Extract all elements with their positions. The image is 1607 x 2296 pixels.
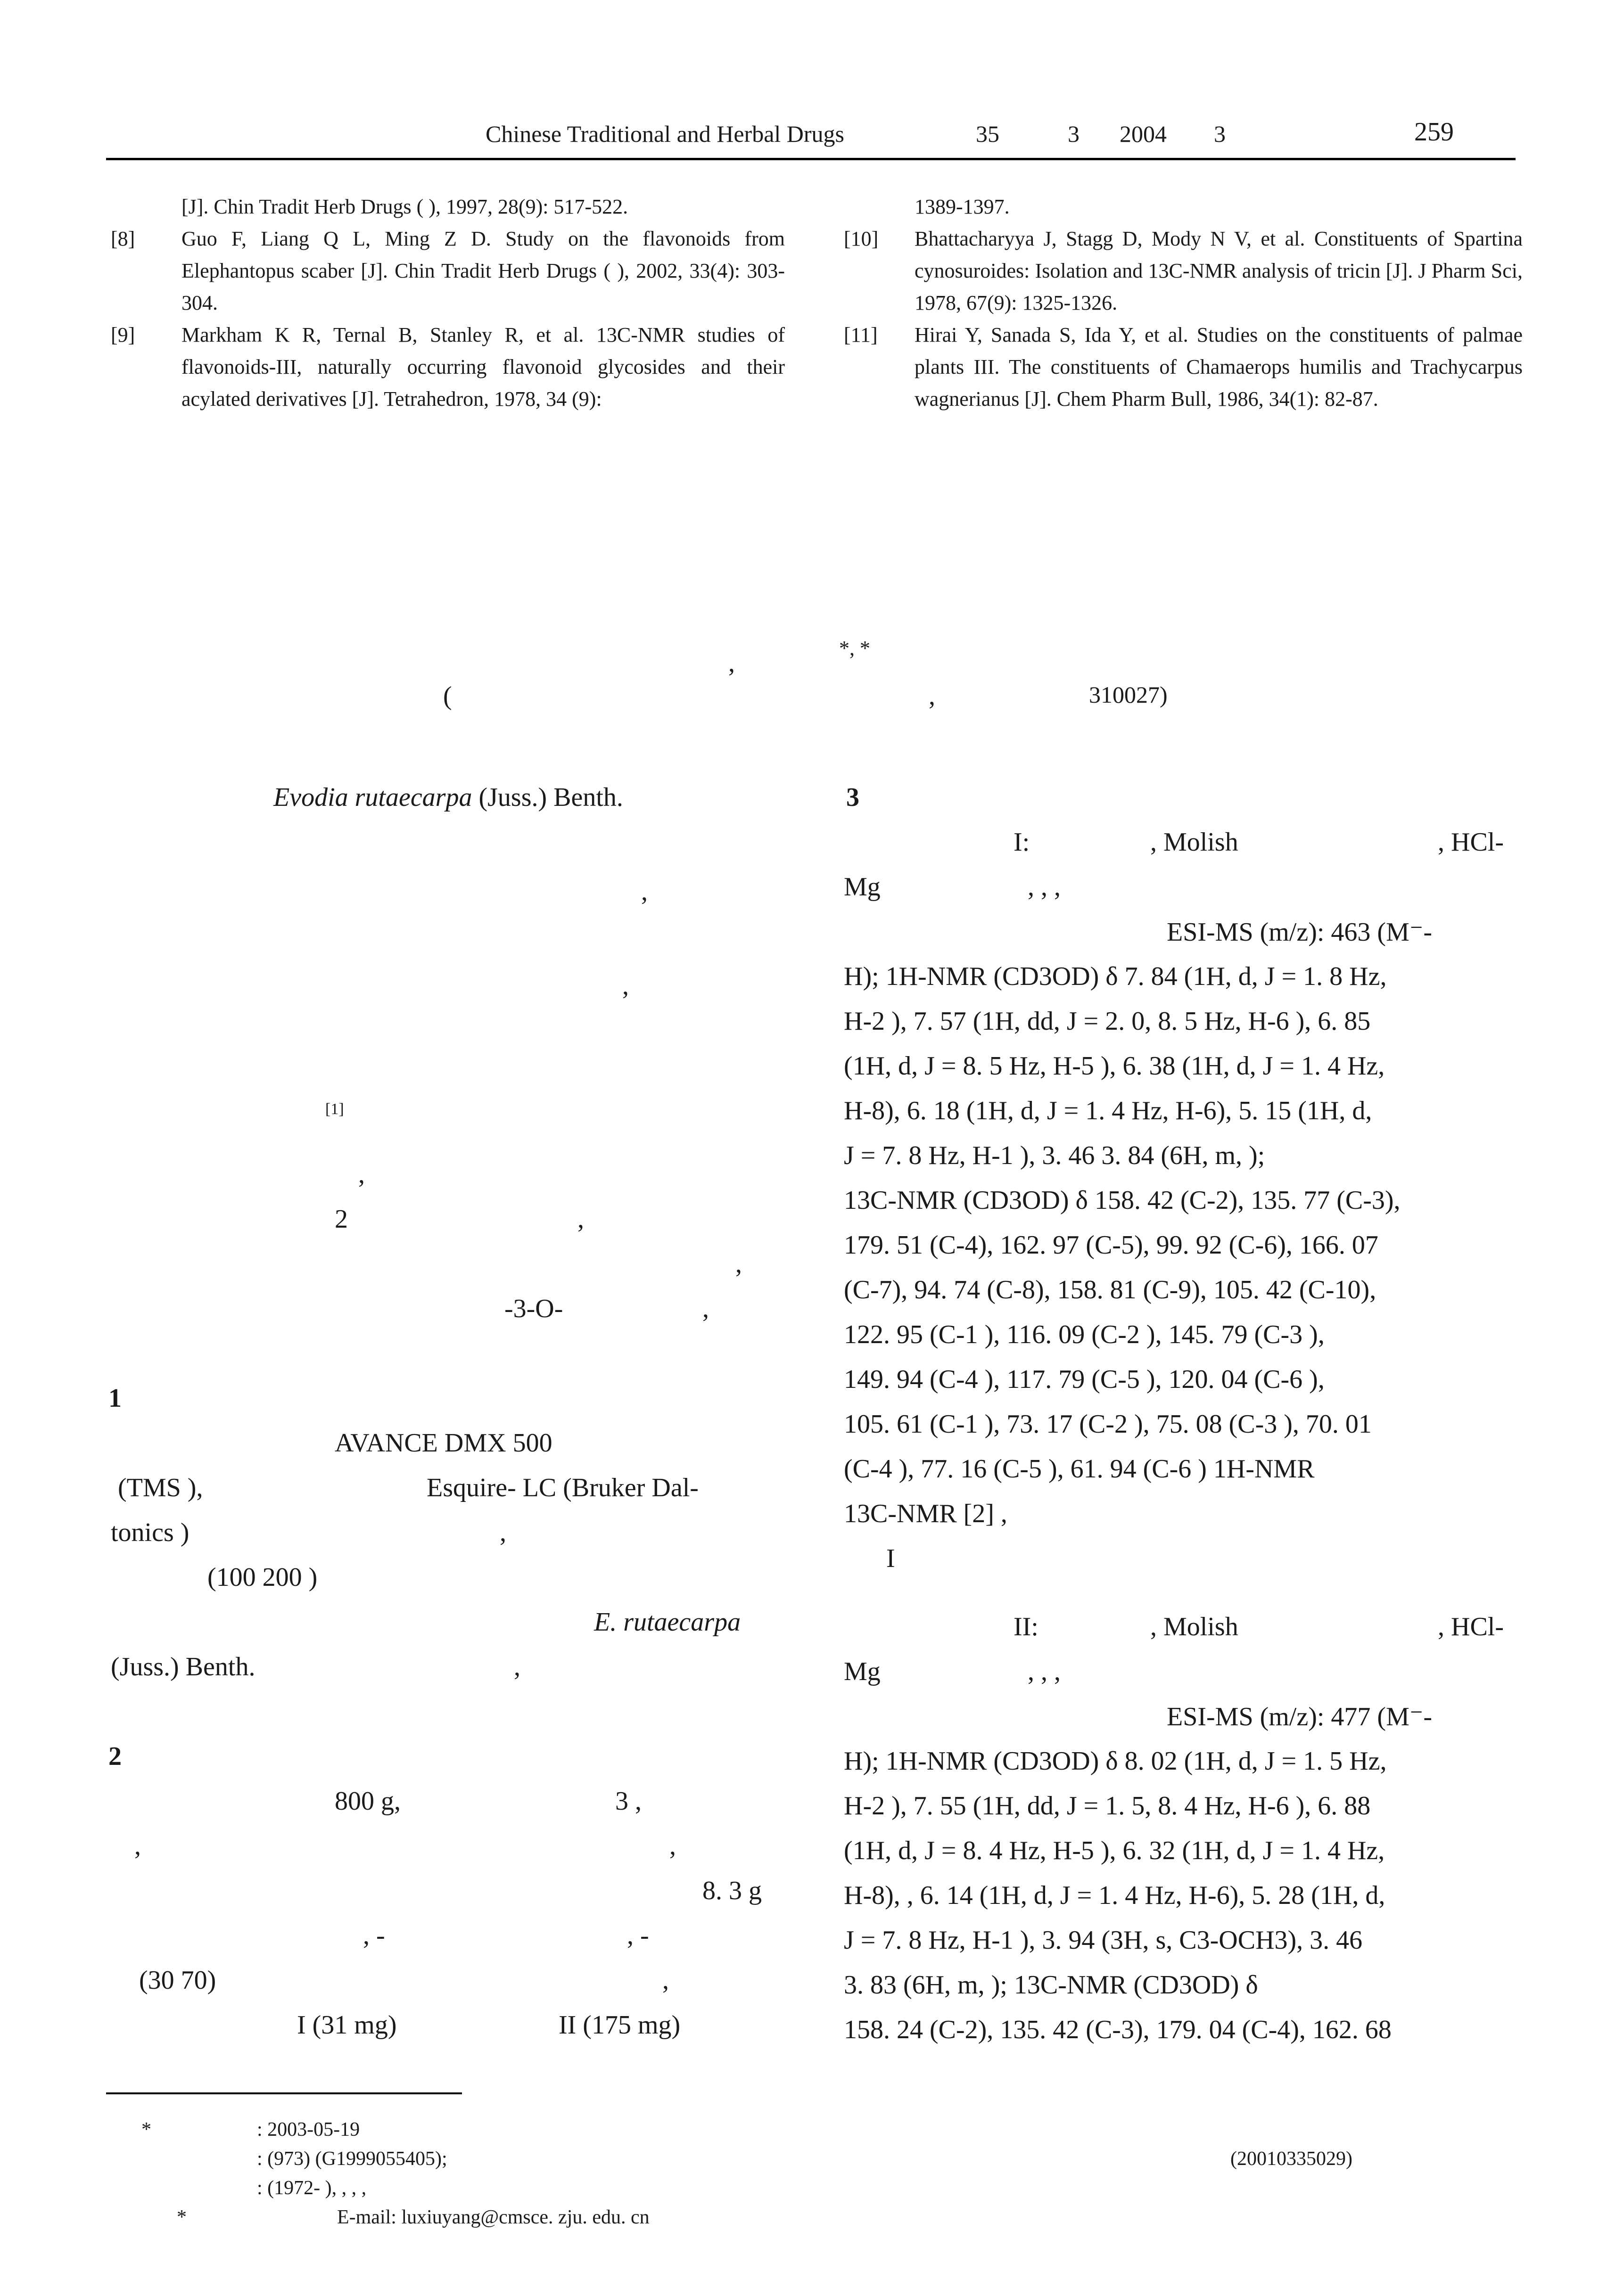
- nmr-line: 158. 24 (C-2), 135. 42 (C-3), 179. 04 (C-4), 162. 68: [844, 2015, 1392, 2044]
- reference-item: [111, 319, 785, 415]
- footnote-mark: *: [177, 2206, 187, 2228]
- nmr-line: 105. 61 (C-1 ), 73. 17 (C-2 ), 75. 08 (C-3 ), 70. 01: [844, 1410, 1372, 1439]
- punct: , -: [627, 1921, 649, 1950]
- punct: ,: [702, 1294, 709, 1323]
- hcl-text: , HCl-: [1438, 828, 1504, 857]
- number-text: 2: [335, 1205, 348, 1234]
- nmr-line: 3. 83 (6H, m, ); 13C-NMR (CD3OD) δ: [844, 1970, 1258, 2000]
- reference-item: [111, 223, 785, 319]
- mass-text: 8. 3 g: [702, 1876, 762, 1905]
- references-left: [111, 191, 785, 415]
- footnote-email: E-mail: luxiuyang@cmsce. zju. edu. cn: [337, 2206, 650, 2228]
- month: 3: [1214, 121, 1226, 147]
- section-1-heading: 1: [108, 1384, 122, 1413]
- punct: ,: [577, 1205, 584, 1234]
- molish-text: , Molish: [1150, 1612, 1238, 1641]
- nmr-line: (C-7), 94. 74 (C-8), 158. 81 (C-9), 105. 42 (C-10),: [844, 1275, 1376, 1304]
- nmr-line: (1H, d, J = 8. 5 Hz, H-5 ), 6. 38 (1H, d, J = 1. 4 Hz,: [844, 1051, 1385, 1081]
- nmr-line: 149. 94 (C-4 ), 117. 79 (C-5 ), 120. 04 (C-6 ),: [844, 1365, 1325, 1394]
- nmr-line: 13C-NMR [2] ,: [844, 1499, 1007, 1528]
- section-3-heading: 3: [846, 783, 859, 812]
- nmr-line: H-8), 6. 18 (1H, d, J = 1. 4 Hz, H-6), 5. 15 (1H, d,: [844, 1096, 1372, 1125]
- nmr-line: H); 1H-NMR (CD3OD) δ 7. 84 (1H, d, J = 1. 8 Hz,: [844, 962, 1387, 991]
- reference-number: [11]: [844, 323, 878, 346]
- page-number: 259: [1414, 117, 1454, 147]
- esims-text: ESI-MS (m/z): 477 (M⁻-: [1167, 1702, 1433, 1731]
- compound-2-label: II:: [1014, 1612, 1038, 1641]
- times-text: 3 ,: [615, 1787, 642, 1816]
- mg-text: Mg: [844, 872, 881, 902]
- nmr-line: 122. 95 (C-1 ), 116. 09 (C-2 ), 145. 79 (C-3 ),: [844, 1320, 1325, 1349]
- glycoside-text: -3-O-: [504, 1294, 563, 1323]
- issue: 3: [1068, 121, 1080, 147]
- references-right: [844, 191, 1523, 415]
- species-auth: (Juss.) Benth.: [111, 1652, 255, 1681]
- punct: ,: [500, 1518, 506, 1547]
- punct: ,: [358, 1160, 365, 1189]
- footnote-funding: : (973) (G1999055405);: [257, 2148, 447, 2170]
- reference-text: 1389-1397.: [915, 195, 1010, 218]
- nmr-line: H-2 ), 7. 57 (1H, dd, J = 2. 0, 8. 5 Hz, H-6 ), 6. 85: [844, 1007, 1371, 1036]
- nmr-line: H-2 ), 7. 55 (1H, dd, J = 1. 5, 8. 4 Hz, H-6 ), 6. 88: [844, 1791, 1371, 1820]
- punct: ,: [735, 1249, 742, 1279]
- reference-item: [844, 319, 1523, 415]
- nmr-line: (C-4 ), 77. 16 (C-5 ), 61. 94 (C-6 ) 1H-NMR: [844, 1454, 1315, 1484]
- affiliation-paren: (: [443, 681, 452, 711]
- citation-mark: [1]: [325, 1100, 344, 1118]
- punct: , , ,: [1028, 1657, 1061, 1686]
- reference-text: Guo F, Liang Q L, Ming Z D. Study on the flavonoids from Elephantopus scaber [J]. Chin Tradit Herb Drugs ( ), 2002, 33(4): 303-304.: [181, 227, 785, 314]
- species-name: Evodia rutaecarpa (Juss.) Benth.: [273, 783, 623, 812]
- nmr-line: J = 7. 8 Hz, H-1 ), 3. 94 (3H, s, C3-OCH3), 3. 46: [844, 1926, 1363, 1955]
- reference-text: Markham K R, Ternal B, Stanley R, et al. 13C-NMR studies of flavonoids-III, naturally occurring flavonoid glycosides and their acylated derivatives [J]. Tetrahedron, 1978, 34 (9):: [181, 323, 785, 410]
- reference-number: [8]: [111, 227, 135, 250]
- compound-2-yield: II (175 mg): [559, 2010, 681, 2040]
- tonics-text: tonics ): [111, 1518, 190, 1547]
- volume: 35: [976, 121, 999, 147]
- compound-1-yield: I (31 mg): [297, 2010, 397, 2040]
- reference-text: Hirai Y, Sanada S, Ida Y, et al. Studies on the constituents of palmae plants III. The constituents of Chamaerops humilis and Trachycarpus wagnerianus [J]. Chem Pharm Bull, 1986, 34(1): 82-87.: [915, 323, 1523, 410]
- author-comma: ,: [728, 648, 735, 678]
- reference-item: [844, 191, 1523, 223]
- footnote-funding-2: (20010335029): [1230, 2148, 1352, 2170]
- mg-text: Mg: [844, 1657, 881, 1686]
- reference-text: Bhattacharyya J, Stagg D, Mody N V, et al. Constituents of Spartina cynosuroides: Isolation and 13C-NMR analysis of tricin [J]. J Pharm Sci, 1978, 67(9): 1325-1326.: [915, 227, 1523, 314]
- footnote-mark: *: [141, 2119, 151, 2140]
- mesh-text: (100 200 ): [207, 1563, 318, 1592]
- punct: ,: [134, 1831, 141, 1861]
- section-2-heading: 2: [108, 1742, 122, 1771]
- nmr-line: H-8), , 6. 14 (1H, d, J = 1. 4 Hz, H-6), 5. 28 (1H, d,: [844, 1881, 1385, 1910]
- affiliation-comma: ,: [929, 681, 935, 711]
- footnote-rule: [106, 2092, 462, 2094]
- species-abbrev: E. rutaecarpa: [594, 1607, 741, 1637]
- punct: ,: [669, 1831, 676, 1861]
- instrument-name: AVANCE DMX 500: [335, 1428, 552, 1458]
- journal-title: Chinese Traditional and Herbal Drugs: [486, 121, 845, 147]
- mass-text: 800 g,: [335, 1787, 401, 1816]
- punct: ,: [514, 1652, 520, 1681]
- punct: ,: [641, 877, 648, 906]
- header-rule: [106, 158, 1516, 160]
- reference-number: [9]: [111, 323, 135, 346]
- footnote-received: : 2003-05-19: [257, 2119, 360, 2140]
- molish-text: , Molish: [1150, 828, 1238, 857]
- esquire-text: Esquire- LC (Bruker Dal-: [427, 1473, 699, 1502]
- reference-item: [844, 223, 1523, 319]
- compound-1-label: I:: [1014, 828, 1030, 857]
- punct: , , ,: [1028, 872, 1061, 902]
- reference-item: [111, 191, 785, 223]
- ratio-text: (30 70): [139, 1966, 216, 1995]
- year: 2004: [1120, 121, 1167, 147]
- punct: ,: [622, 971, 629, 1000]
- nmr-line: J = 7. 8 Hz, H-1 ), 3. 46 3. 84 (6H, m, );: [844, 1141, 1265, 1170]
- nmr-line: H); 1H-NMR (CD3OD) δ 8. 02 (1H, d, J = 1. 5 Hz,: [844, 1747, 1387, 1776]
- hcl-text: , HCl-: [1438, 1612, 1504, 1641]
- reference-number: [10]: [844, 227, 879, 250]
- compound-ref: I: [886, 1544, 895, 1573]
- author-marks: *, *: [839, 637, 870, 660]
- footnote-author: : (1972- ), , , ,: [257, 2177, 367, 2199]
- reference-text: [J]. Chin Tradit Herb Drugs ( ), 1997, 28(9): 517-522.: [181, 195, 628, 218]
- nmr-line: 13C-NMR (CD3OD) δ 158. 42 (C-2), 135. 77 (C-3),: [844, 1186, 1401, 1215]
- nmr-line: 179. 51 (C-4), 162. 97 (C-5), 99. 92 (C-6), 166. 07: [844, 1230, 1378, 1260]
- esims-text: ESI-MS (m/z): 463 (M⁻-: [1167, 918, 1433, 947]
- punct: , -: [363, 1921, 385, 1950]
- postcode: 310027): [1089, 681, 1168, 708]
- punct: ,: [662, 1966, 669, 1995]
- nmr-line: (1H, d, J = 8. 4 Hz, H-5 ), 6. 32 (1H, d, J = 1. 4 Hz,: [844, 1836, 1385, 1865]
- tms-text: (TMS ),: [118, 1473, 203, 1502]
